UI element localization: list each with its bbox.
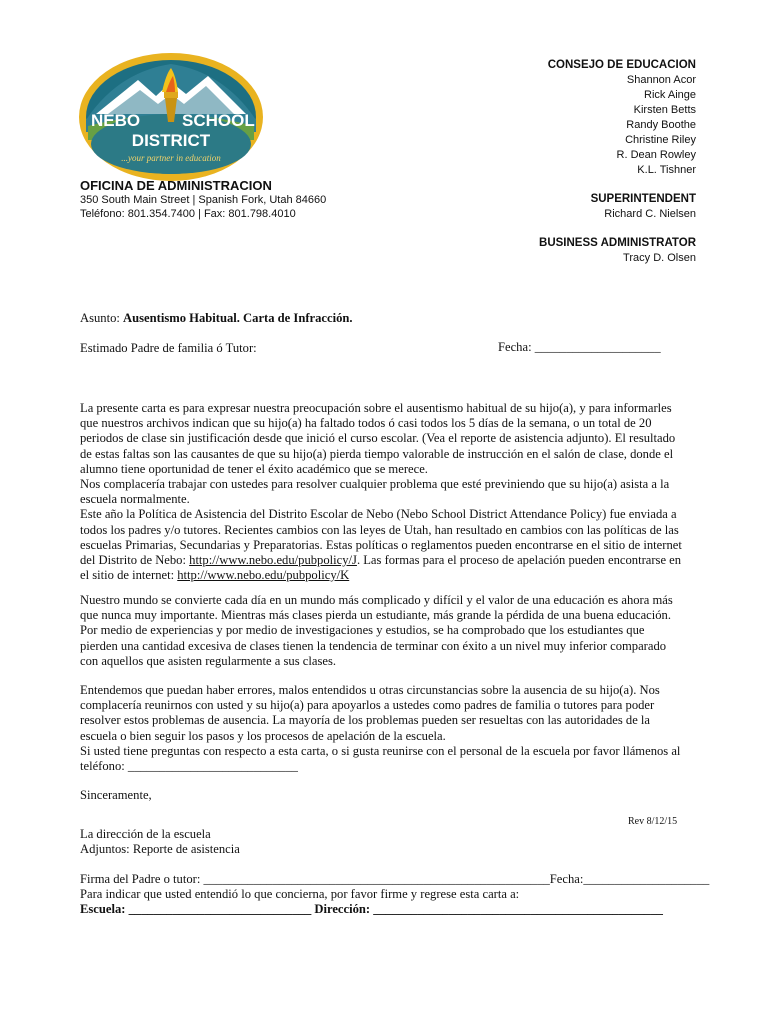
board-member: Shannon Acor <box>626 74 696 86</box>
board-member: Christine Riley <box>625 134 696 146</box>
superintendent-block <box>591 192 696 222</box>
paragraph-attendance-concern: La presente carta es para expresar nuestra preocupación sobre el ausentismo habitual de su hijo(a), y para informarles que nuestros archivos indican que su hijo(a) ha faltado todos ó casi todos los 5 días de la semana, o un total de 20 periodos de clase sin justificación desde que inició el curso escolar. (Vea el reporte de asistencia adjunto). El resultado de estas faltas son las causantes de que su hijo(a) pierda tiempo valorable de instrucción en el salón de clase, donde el alumno tiene oportunidad de tener el éxito académico que se merece. <box>80 401 676 476</box>
logo-word-nebo: NEBO <box>91 111 141 130</box>
logo-word-school: SCHOOL <box>182 111 255 130</box>
subject-line <box>80 311 353 326</box>
school-address-line <box>80 902 690 917</box>
office-address: 350 South Main Street | Spanish Fork, Utah 84660 <box>80 194 327 206</box>
date-line: Fecha: ____________________ <box>498 340 661 354</box>
nebo-school-district-logo <box>78 52 264 182</box>
letter-body-1 <box>80 401 684 583</box>
board-member: Kirsten Betts <box>633 104 696 116</box>
office-title: OFICINA DE ADMINISTRACION <box>80 178 272 193</box>
business-admin-name: Tracy D. Olsen <box>623 252 696 264</box>
school-label: Escuela: <box>80 902 129 917</box>
policy-text-a: Este año la Política de Asistencia del Distrito Escolar de Nebo (Nebo School District Attendance Policy) fue enviada a todos los padres y/o tutores. Recientes cambios con las leyes de Utah, han resultado en cambios con las políticas de las escuelas Primarias, Secundarias y Preparatorias. Estas políticas o reglamentos pueden encontrarse en el sitio de internet del Distrito de Nebo: <box>80 507 682 568</box>
return-form <box>80 872 710 918</box>
salutation: Estimado Padre de familia ó Tutor: <box>80 341 257 355</box>
parent-signature-line[interactable]: Firma del Padre o tutor: _______________________________________________________Fecha:____________________ <box>80 872 710 886</box>
paragraph-questions: Si usted tiene preguntas con respecto a esta carta, o si gusta reunirse con el personal de la escuela por favor llámenos al teléfono: ___________________________ <box>80 743 681 774</box>
superintendent-heading: SUPERINTENDENT <box>590 193 696 205</box>
return-instruction: Para indicar que usted entendió lo que concierna, por favor firme y regrese esta carta a: <box>80 887 520 902</box>
subject-value: Ausentismo Habitual. Carta de Infracción. <box>123 311 353 325</box>
logo-word-district: DISTRICT <box>131 131 211 150</box>
board-heading: CONSEJO DE EDUCACION <box>547 59 696 71</box>
signature-line-1: La dirección de la escuela <box>80 827 211 841</box>
school-field[interactable]: _____________________________ <box>128 902 315 917</box>
business-admin-block <box>539 236 696 266</box>
office-phone: Teléfono: 801.354.7400 | Fax: 801.798.4010 <box>80 207 296 220</box>
policy-link-k[interactable]: http://www.nebo.edu/pubpolicy/K <box>177 568 350 583</box>
address-label: Dirección: <box>314 902 374 917</box>
paragraph-collaboration: Nos complacería trabajar con ustedes para resolver cualquier problema que esté previniendo que su hijo(a) asista a la escuela normalmente. <box>80 477 670 507</box>
board-member: Rick Ainge <box>644 89 696 101</box>
revision-date: Rev 8/12/15 <box>628 816 678 827</box>
address-field[interactable]: ______________________________________________ <box>373 902 663 917</box>
business-admin-heading: BUSINESS ADMINISTRATOR <box>539 237 696 249</box>
closing: Sinceramente, <box>80 788 152 802</box>
letter-body-3 <box>80 683 684 774</box>
board-member: K.L. Tishner <box>637 164 696 176</box>
policy-text-b: . Las formas para el proceso de apelación pueden encontrarse en el sitio de internet: <box>80 553 682 583</box>
logo-tagline: ...your partner in education <box>121 153 221 163</box>
board-member: R. Dean Rowley <box>616 149 696 161</box>
board-of-education <box>548 58 696 178</box>
signature-line-2: Adjuntos: Reporte de asistencia <box>80 842 240 857</box>
office-block <box>80 178 326 221</box>
paragraph-education-value: Nuestro mundo se convierte cada día en un mundo más complicado y difícil y el valor de una educación es ahora más que nunca muy importante. Mientras más clases pierda un estudiante, más grande la pérdida de una buena educación. Por medio de experiencias y por medio de investigaciones y estudios, se ha comprobado que los estudiantes que pierden una cantidad excesiva de clases tienen la tendencia de terminar con éxito a un nivel muy inferior comparado con aquellos que asisten regularmente a sus clases. <box>80 593 673 668</box>
policy-link-j[interactable]: http://www.nebo.edu/pubpolicy/J <box>189 553 357 568</box>
board-member: Randy Boothe <box>626 119 696 131</box>
superintendent-name: Richard C. Nielsen <box>604 208 696 220</box>
subject-label: Asunto: <box>80 311 124 325</box>
paragraph-errors: Entendemos que puedan haber errores, malos entendidos u otras circunstancias sobre la ausencia de su hijo(a). Nos complacería reunirnos con usted y su hijo(a) para apoyarlos a ustedes como padres de familia o tutores para poder resolver estos problemas de ausencia. La mayoría de los problemas pueden ser resueltas con las autoridades de la escuela o bien seguir los pasos y los procesos de apelación de la escuela. <box>80 683 660 743</box>
paragraph-policy <box>80 507 684 583</box>
signature-block <box>80 827 240 857</box>
